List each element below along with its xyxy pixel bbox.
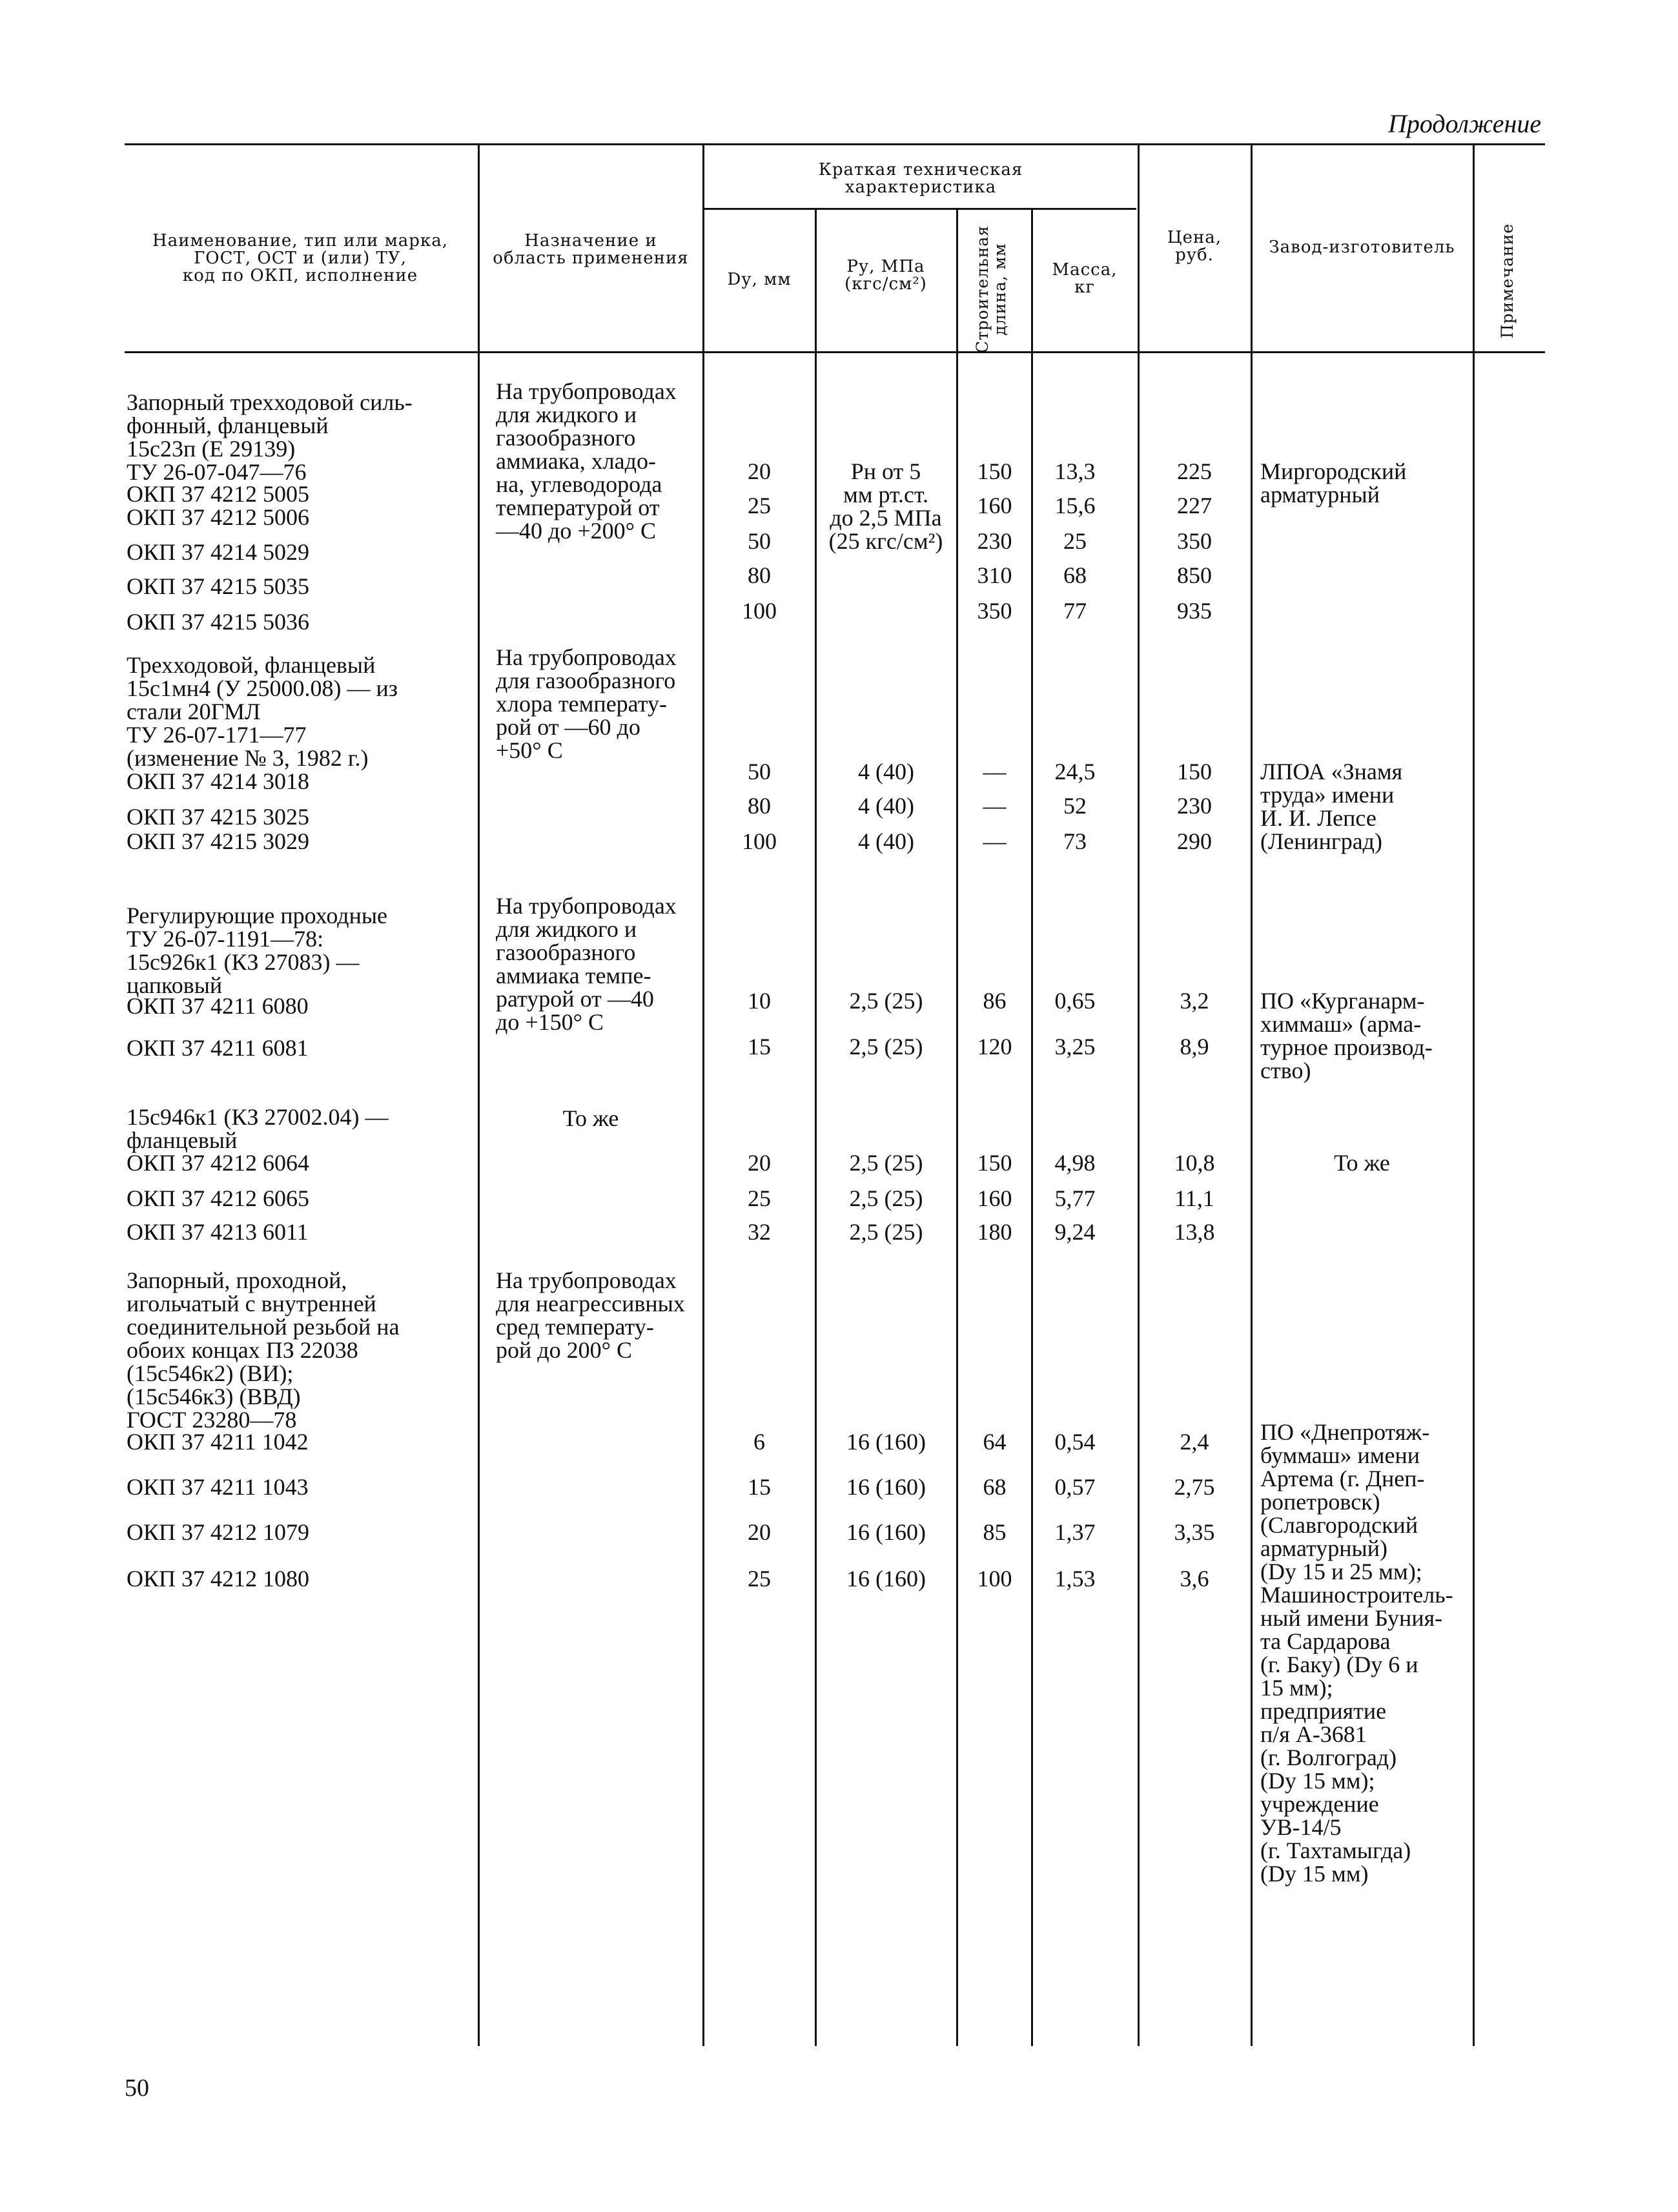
- table-row-code: ОКП 37 4211 1043: [127, 1474, 309, 1500]
- table-row-length: 86: [983, 988, 1007, 1014]
- table-row-mass: 68: [1063, 562, 1087, 588]
- table-row-mass: 4,98: [1054, 1150, 1096, 1176]
- table-row-code: ОКП 37 4215 5035: [127, 573, 310, 599]
- group3-purpose: На трубопроводах для жидкого и газообразного аммиака темпе- ратурой от —40 до +150° С: [496, 893, 677, 1035]
- table-row-length: 150: [977, 1150, 1012, 1176]
- table-row-code: ОКП 37 4213 6011: [127, 1219, 309, 1245]
- table-row-py: 4 (40): [858, 793, 914, 819]
- col-divider-note: [1473, 143, 1475, 2046]
- table-row-code: ОКП 37 4212 6064: [127, 1150, 310, 1176]
- table-row-dy: 6: [753, 1429, 765, 1455]
- table-row-dy: 20: [748, 1519, 771, 1545]
- table-row-price: 230: [1177, 793, 1212, 819]
- table-row-length: 68: [983, 1474, 1007, 1500]
- table-row-dy: 20: [748, 458, 771, 484]
- page-number: 50: [125, 2074, 149, 2102]
- table-row-price: 3,2: [1180, 988, 1209, 1014]
- table-row-price: 290: [1177, 828, 1212, 854]
- header-plant: Завод-изготовитель: [1269, 238, 1455, 257]
- table-row-length: 100: [977, 1566, 1012, 1592]
- table-row-code: ОКП 37 4214 5029: [127, 539, 310, 565]
- table-row-price: 227: [1177, 493, 1212, 518]
- table-row-code: ОКП 37 4215 3025: [127, 804, 310, 830]
- table-row-price: 13,8: [1174, 1219, 1215, 1245]
- group4-name: 15с946к1 (КЗ 27002.04) — фланцевый: [127, 1104, 389, 1153]
- table-row-code: ОКП 37 4212 5006: [127, 504, 310, 530]
- group3-name: Регулирующие проходные ТУ 26-07-1191—78: 15с926к1 (КЗ 27083) — цапковый: [127, 903, 388, 998]
- table-row-length: 310: [977, 562, 1012, 588]
- table-row-py: 16 (160): [846, 1566, 926, 1592]
- table-row-price: 150: [1177, 759, 1212, 784]
- table-row-price: 10,8: [1174, 1150, 1215, 1176]
- header-bottom-rule: [125, 351, 1545, 353]
- table-row-dy: 25: [748, 1185, 771, 1211]
- table-row-dy: 20: [748, 1150, 771, 1176]
- table-row-py: 2,5 (25): [849, 1034, 923, 1060]
- table-row-mass: 0,65: [1054, 988, 1096, 1014]
- table-row-dy: 50: [748, 528, 771, 554]
- continuation-label: Продолжение: [1388, 109, 1542, 138]
- group5-purpose: На трубопроводах для неагрессивных сред температу- рой до 200° С: [496, 1267, 685, 1363]
- table-row-price: 8,9: [1180, 1034, 1209, 1060]
- group5-plant: ПО «Днепротяж- буммаш» имени Артема (г. Днеп- ропетровск) (Славгородский арматурный) (Dу 15 и 25 мм); Машиностроитель- ный имени Буния- та Сардарова (г. Баку) (Dу 6 и 15 мм); предприятие п/я А-3681 (г. Волгоград) (Dу 15 мм); учреждение УВ-14/5 (г. Тахтамыгда) (Dу 15 мм): [1260, 1419, 1453, 1887]
- table-row-length: —: [983, 759, 1007, 784]
- table-row-code: ОКП 37 4212 6065: [127, 1185, 310, 1211]
- header-name: Наименование, тип или марка, ГОСТ, ОСТ и (или) ТУ, код по ОКП, исполнение: [152, 231, 448, 285]
- table-row-length: —: [983, 793, 1007, 819]
- table-row-code: ОКП 37 4212 1079: [127, 1519, 310, 1545]
- table-row-py: 2,5 (25): [849, 1150, 923, 1176]
- table-row-py: 2,5 (25): [849, 988, 923, 1014]
- table-row-price: 3,35: [1174, 1519, 1215, 1545]
- table-row-code: ОКП 37 4211 6081: [127, 1035, 309, 1061]
- col-divider-purpose: [478, 143, 480, 2046]
- table-row-length: 160: [977, 493, 1012, 518]
- table-row-code: ОКП 37 4211 6080: [127, 993, 309, 1019]
- table-row-code: ОКП 37 4212 1080: [127, 1566, 310, 1592]
- table-row-py: 4 (40): [858, 759, 914, 784]
- group1-purpose: На трубопроводах для жидкого и газообразного аммиака, хладо- на, углеводорода температурой от —40 до +200° С: [496, 378, 677, 544]
- table-row-mass: 9,24: [1054, 1219, 1096, 1245]
- table-row-price: 935: [1177, 598, 1212, 624]
- group2-purpose: На трубопроводах для газообразного хлора температу- рой от —60 до +50° С: [496, 644, 677, 763]
- table-row-mass: 24,5: [1054, 759, 1096, 784]
- table-row-length: 64: [983, 1429, 1007, 1455]
- table-top-rule: [125, 143, 1545, 145]
- table-row-mass: 77: [1063, 598, 1087, 624]
- group2-plant: ЛПОА «Знамя труда» имени И. И. Лепсе (Ленинград): [1260, 759, 1403, 854]
- table-row-length: 150: [977, 458, 1012, 484]
- col-divider-price: [1138, 143, 1140, 2046]
- table-row-dy: 80: [748, 562, 771, 588]
- table-row-length: —: [983, 828, 1007, 854]
- table-row-code: ОКП 37 4212 5005: [127, 481, 310, 507]
- header-dy: Dу, мм: [727, 270, 792, 289]
- table-row-mass: 1,53: [1054, 1566, 1096, 1592]
- table-row-dy: 25: [748, 1566, 771, 1592]
- table-row-mass: 25: [1063, 528, 1087, 554]
- group1-name: Запорный трехходовой силь- фонный, фланцевый 15с23п (Е 29139) ТУ 26-07-047—76: [127, 389, 413, 485]
- group4-purpose: То же: [562, 1105, 619, 1131]
- header-purpose: Назначение и область применения: [493, 231, 689, 268]
- table-row-mass: 52: [1063, 793, 1087, 819]
- table-row-price: 225: [1177, 458, 1212, 484]
- table-row-code: ОКП 37 4214 3018: [127, 768, 310, 794]
- table-row-mass: 5,77: [1054, 1185, 1096, 1211]
- table-row-length: 120: [977, 1034, 1012, 1060]
- table-row-dy: 50: [748, 759, 771, 784]
- table-row-mass: 15,6: [1054, 493, 1096, 518]
- table-row-mass: 13,3: [1054, 458, 1096, 484]
- table-row-py: 16 (160): [846, 1519, 926, 1545]
- table-row-price: 350: [1177, 528, 1212, 554]
- table-row-mass: 73: [1063, 828, 1087, 854]
- group3-plant: ПО «Курганарм- химмаш» (арма- турное производ- ство): [1260, 988, 1433, 1083]
- table-row-code: ОКП 37 4215 3029: [127, 828, 310, 854]
- table-row-mass: 1,37: [1054, 1519, 1096, 1545]
- table-row-price: 3,6: [1180, 1566, 1209, 1592]
- table-row-dy: 100: [742, 598, 777, 624]
- table-row-py: 16 (160): [846, 1429, 926, 1455]
- table-row-price: 11,1: [1174, 1185, 1214, 1211]
- col-divider-plant: [1251, 143, 1253, 2046]
- table-row-price: 850: [1177, 562, 1212, 588]
- table-row-length: 160: [977, 1185, 1012, 1211]
- table-row-dy: 25: [748, 493, 771, 518]
- table-row-length: 230: [977, 528, 1012, 554]
- group1-pressure: Pн от 5 мм рт.ст. до 2,5 МПа (25 кгс/см²): [828, 458, 943, 554]
- table-row-mass: 0,54: [1054, 1429, 1096, 1455]
- table-row-code: ОКП 37 4211 1042: [127, 1429, 309, 1455]
- table-row-code: ОКП 37 4215 5036: [127, 609, 310, 635]
- table-row-dy: 10: [748, 988, 771, 1014]
- table-row-py: 4 (40): [858, 828, 914, 854]
- col-divider-dy: [702, 143, 704, 2046]
- table-row-mass: 3,25: [1054, 1034, 1096, 1060]
- table-row-dy: 15: [748, 1474, 771, 1500]
- table-row-dy: 15: [748, 1034, 771, 1060]
- table-row-price: 2,4: [1180, 1429, 1209, 1455]
- table-row-price: 2,75: [1174, 1474, 1215, 1500]
- header-brief: Краткая техническая характеристика: [818, 160, 1023, 197]
- col-divider-mass: [1031, 208, 1033, 2046]
- table-row-py: 2,5 (25): [849, 1185, 923, 1211]
- header-price: Цена, руб.: [1167, 228, 1222, 265]
- table-row-py: 16 (160): [846, 1474, 926, 1500]
- table-row-length: 85: [983, 1519, 1007, 1545]
- group1-plant: Миргородский арматурный: [1260, 458, 1407, 507]
- table-row-dy: 80: [748, 793, 771, 819]
- header-mass: Масса, кг: [1052, 260, 1118, 297]
- header-note: Примечание: [1498, 223, 1517, 339]
- table-row-length: 180: [977, 1219, 1012, 1245]
- group5-name: Запорный, проходной, игольчатый с внутренней соединительной резьбой на обоих концах ПЗ 22038 (15с546к2) (ВИ); (15с546к3) (ВВД) ГОСТ 23280—78: [127, 1267, 400, 1433]
- group4-plant: То же: [1334, 1150, 1390, 1176]
- table-row-dy: 32: [748, 1219, 771, 1245]
- table-row-mass: 0,57: [1054, 1474, 1096, 1500]
- header-py: Pу, МПа (кгс/см²): [844, 257, 927, 294]
- table-row-dy: 100: [742, 828, 777, 854]
- header-length: Строительная длина, мм: [973, 225, 1009, 354]
- brief-divider-rule: [704, 208, 1136, 210]
- table-row-py: 2,5 (25): [849, 1219, 923, 1245]
- group2-name: Трехходовой, фланцевый 15с1мн4 (У 25000.08) — из стали 20ГМЛ ТУ 26-07-171—77 (изменение № 3, 1982 г.): [127, 652, 398, 771]
- table-row-length: 350: [977, 598, 1012, 624]
